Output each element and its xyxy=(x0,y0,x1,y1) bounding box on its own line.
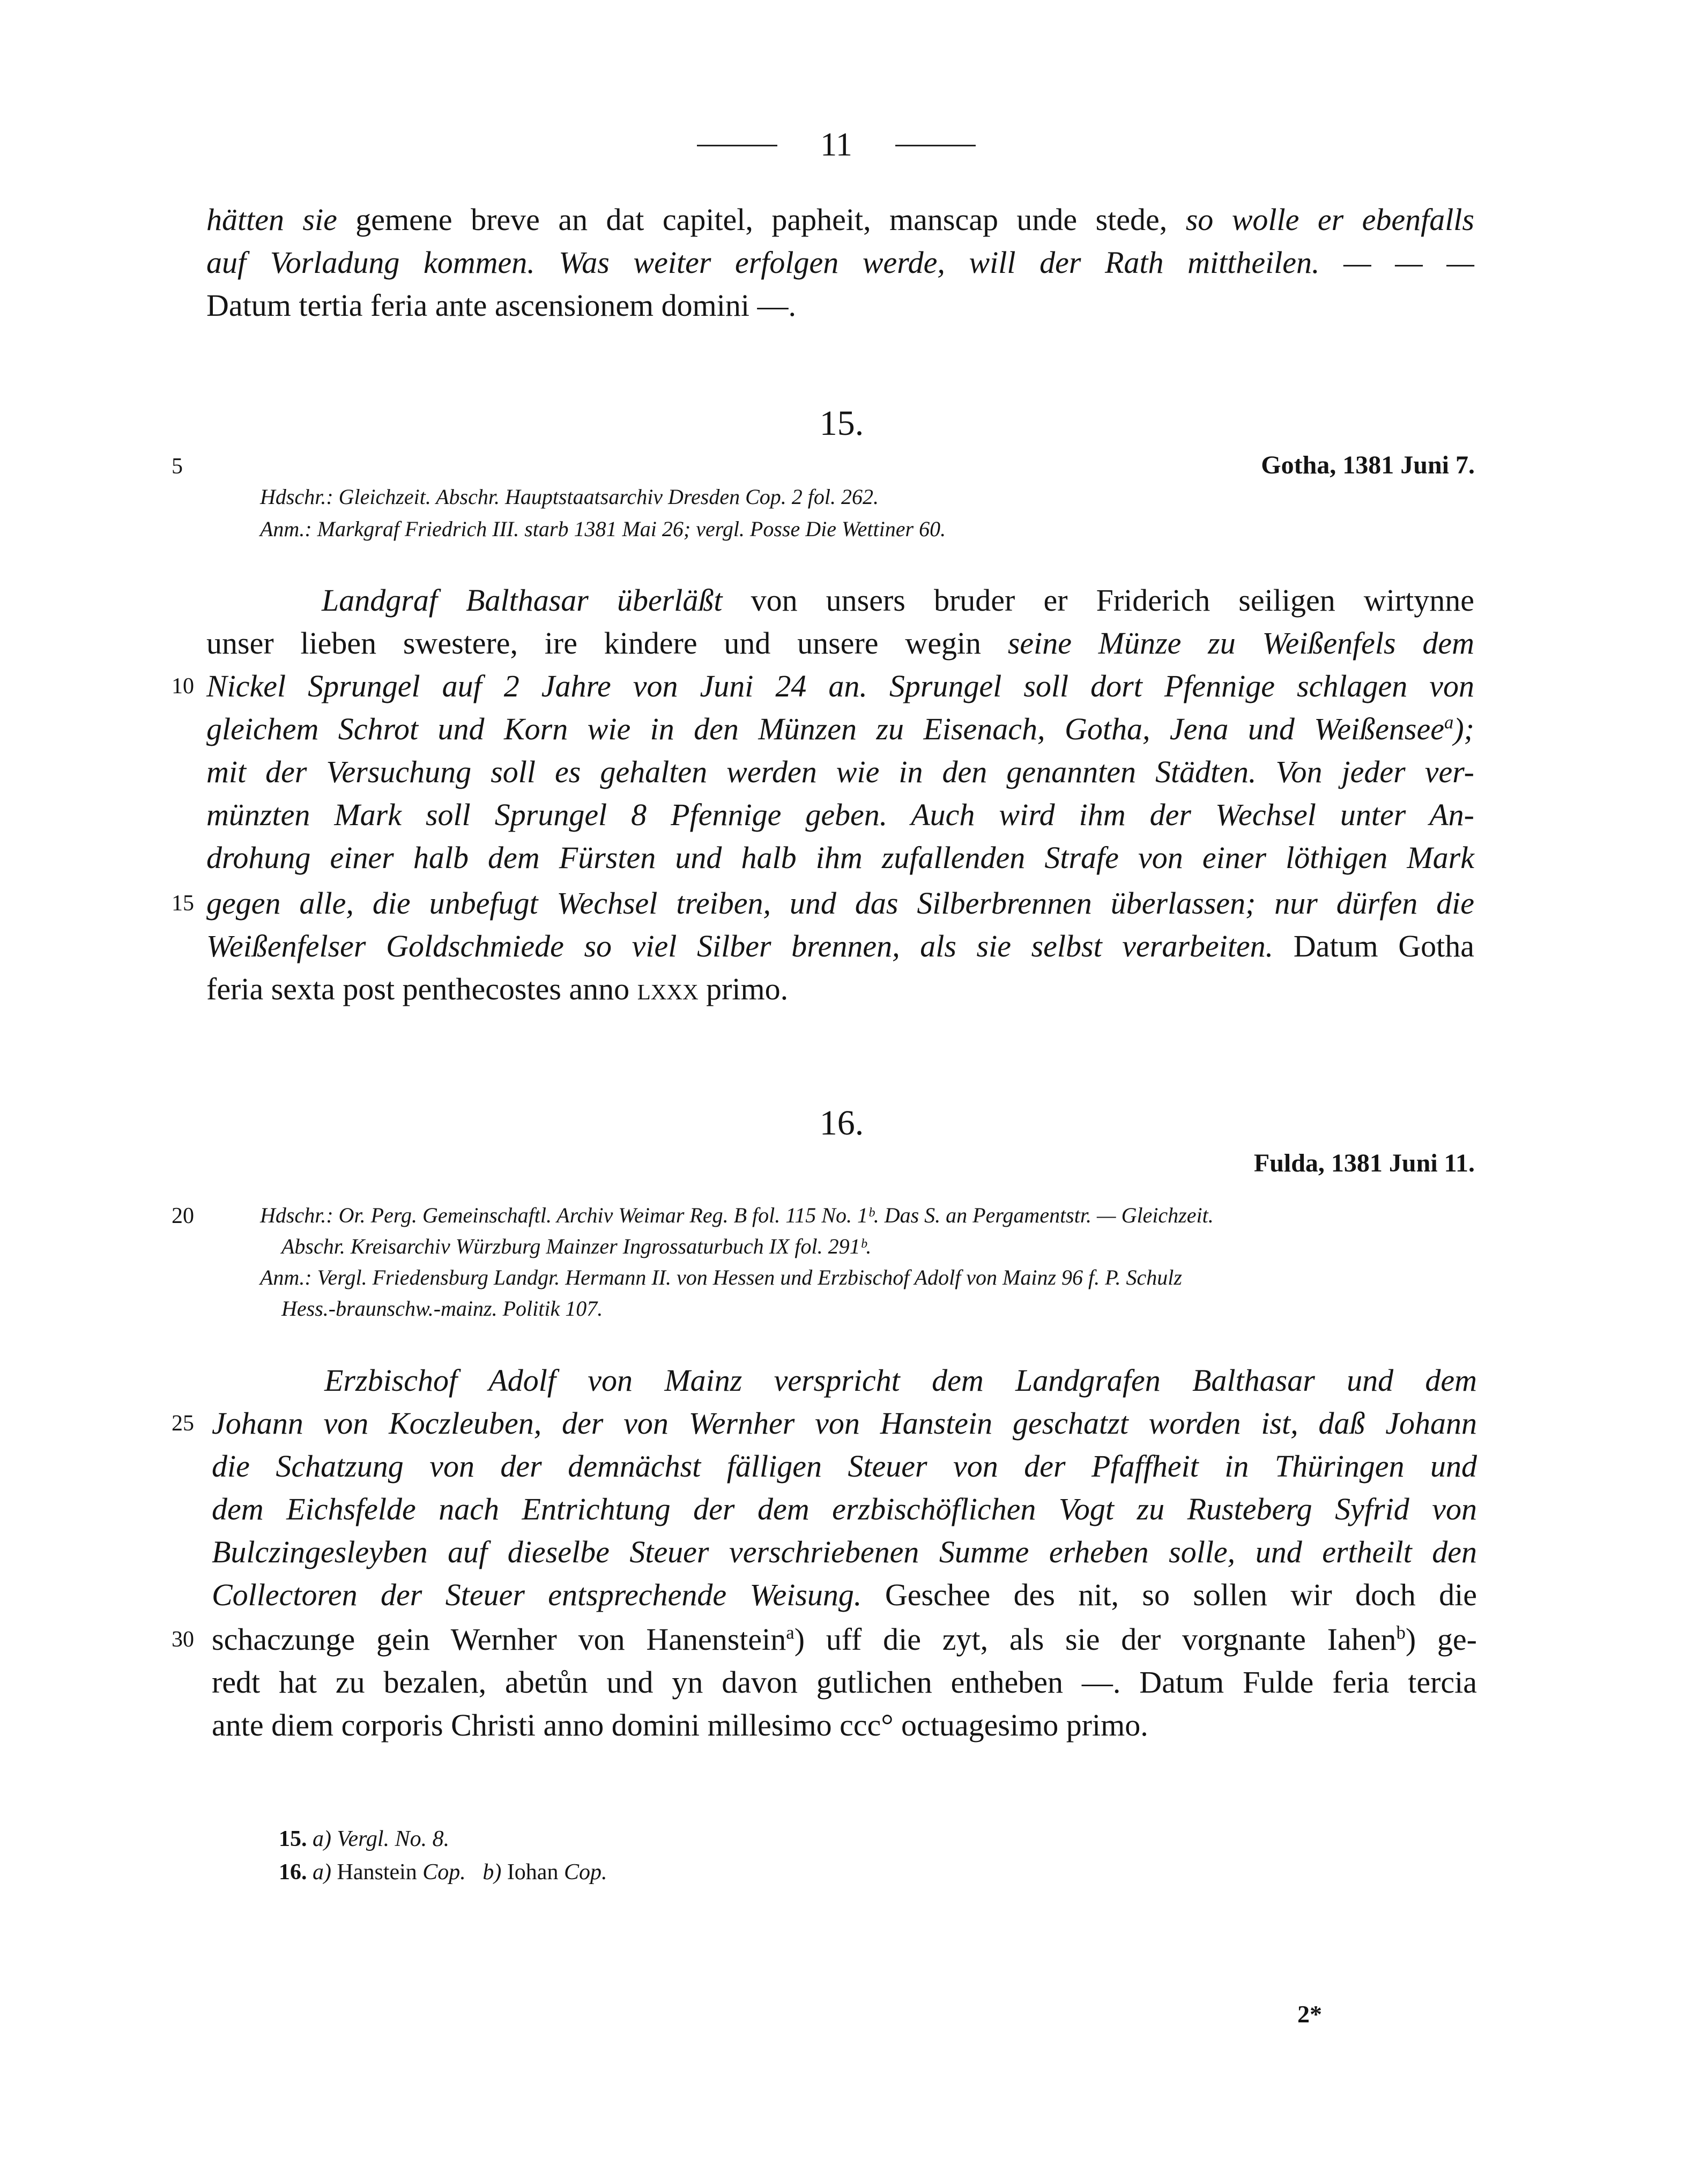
margin-line-number-15: 15 xyxy=(172,891,194,916)
document-number-16: 16. xyxy=(819,1103,864,1143)
continuation-line-3: Datum tertia feria ante ascensionem domini —. xyxy=(206,288,797,323)
document-16-annotation: Anm.: Vergl. Friedensburg Landgr. Hermann II. von Hessen und Erzbischof Adolf von Mainz 96 f. P. Schulz xyxy=(260,1265,1182,1289)
document-16-manuscript-note: Hdschr.: Or. Perg. Gemeinschaftl. Archiv Weimar Reg. B fol. 115 No. 1ᵇ. Das S. an Pergamentstr. — Gleichzeit. xyxy=(260,1203,1214,1227)
margin-line-number-30: 30 xyxy=(172,1627,194,1652)
margin-line-number-20: 20 xyxy=(172,1204,194,1228)
document-16-annotation-cont: Hess.-braunschw.-mainz. Politik 107. xyxy=(281,1296,603,1321)
document-15-line-10: feria sexta post penthecostes anno lxxx primo. xyxy=(206,972,789,1006)
footnote-16: 16. a) Hanstein Cop. b) Iohan Cop. xyxy=(279,1860,607,1885)
document-16-line-6: Collectoren der Steuer entsprechende Weisung. Geschee des nit, so sollen wir doch die xyxy=(212,1577,1477,1612)
continuation-line-1: hätten sie gemene breve an dat capitel, papheit, manscap unde stede, so wolle er ebenfalls xyxy=(206,202,1474,237)
document-15-line-4: gleichem Schrot und Korn wie in den Münzen zu Eisenach, Gotha, Jena und Weißensee$^a$); xyxy=(206,711,1474,746)
document-15-line-9: Weißenfelser Goldschmiede so viel Silber brennen, als sie selbst verarbeiten. Datum Gotha xyxy=(206,929,1474,963)
margin-line-number-10: 10 xyxy=(172,674,194,699)
document-15-line-2: unser lieben swestere, ire kindere und unsere wegin seine Münze zu Weißenfels dem xyxy=(206,626,1475,661)
document-15-line-3: Nickel Sprungel auf 2 Jahre von Juni 24 an. Sprungel soll dort Pfennige schlagen von xyxy=(206,669,1474,703)
document-15-line-5: mit der Versuchung soll es gehalten werden wie in den genannten Städten. Von jeder ver- xyxy=(206,754,1474,789)
document-16-line-4: dem Eichsfelde nach Entrichtung der dem erzbischöflichen Vogt zu Rusteberg Syfrid von xyxy=(212,1492,1477,1526)
footnote-15: 15. a) Vergl. No. 8. xyxy=(279,1827,450,1851)
document-16-place-date: Fulda, 1381 Juni 11. xyxy=(1253,1149,1475,1177)
running-header xyxy=(697,123,976,166)
margin-line-number-25: 25 xyxy=(172,1411,194,1436)
document-15-manuscript-note: Hdschr.: Gleichzeit. Abschr. Hauptstaatsarchiv Dresden Cop. 2 fol. 262. xyxy=(260,485,879,509)
header-dash-right xyxy=(895,145,976,146)
page-number: 11 xyxy=(820,127,852,163)
document-15-place-date: Gotha, 1381 Juni 7. xyxy=(1261,451,1475,479)
document-15-line-8: gegen alle, die unbefugt Wechsel treiben, und das Silberbrennen überlassen; nur dürfen die xyxy=(206,886,1474,921)
document-16-manuscript-note-cont: Abschr. Kreisarchiv Würzburg Mainzer Ingrossaturbuch IX fol. 291ᵇ. xyxy=(281,1234,872,1258)
document-15-line-6: münzten Mark soll Sprungel 8 Pfennige geben. Auch wird ihm der Wechsel unter An- xyxy=(206,797,1474,832)
document-number-15: 15. xyxy=(819,404,864,443)
document-16-line-2: Johann von Koczleuben, der von Wernher von Hanstein geschatzt worden ist, daß Johann xyxy=(212,1406,1477,1441)
document-16-line-5: Bulczingesleyben auf dieselbe Steuer verschriebenen Summe erheben solle, und ertheilt den xyxy=(212,1534,1477,1569)
document-16-line-1: Erzbischof Adolf von Mainz verspricht dem Landgrafen Balthasar und dem xyxy=(324,1363,1477,1398)
document-16-line-3: die Schatzung von der demnächst fälligen Steuer von der Pfaffheit in Thüringen und xyxy=(212,1449,1477,1484)
document-16-line-7: schaczunge gein Wernher von Hanenstein$^a$) uff die zyt, als sie der vorgnante Iahen$^b$) ge- xyxy=(212,1622,1477,1657)
document-16-line-9: ante diem corporis Christi anno domini millesimo ccc° octuagesimo primo. xyxy=(212,1708,1148,1742)
signature-mark: 2* xyxy=(1297,2000,1322,2028)
document-16-line-8: redt hat zu bezalen, abetůn und yn davon gutlichen entheben —. Datum Fulde feria tercia xyxy=(212,1665,1477,1700)
continuation-line-2: auf Vorladung kommen. Was weiter erfolgen werde, will der Rath mittheilen. — — — xyxy=(206,245,1474,280)
document-15-line-7: drohung einer halb dem Fürsten und halb ihm zufallenden Strafe von einer löthigen Mark xyxy=(206,840,1474,875)
document-15-line-1: Landgraf Balthasar überläßt von unsers bruder er Friderich seiligen wirtynne xyxy=(322,583,1474,618)
margin-line-number-5: 5 xyxy=(172,454,183,479)
document-15-annotation: Anm.: Markgraf Friedrich III. starb 1381 Mai 26; vergl. Posse Die Wettiner 60. xyxy=(260,517,946,541)
